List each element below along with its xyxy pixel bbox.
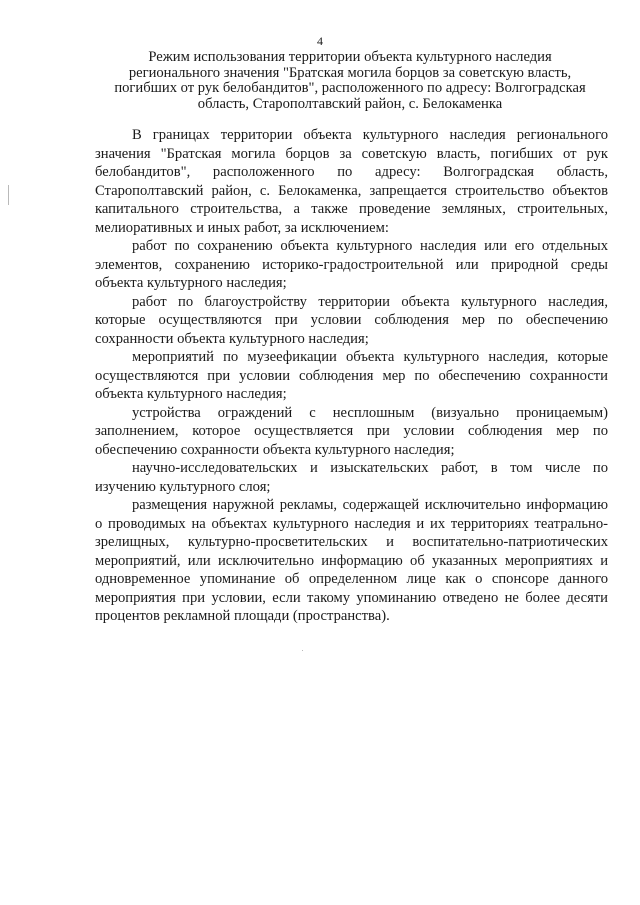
title-line: область, Старополтавский район, с. Белокаменка: [197, 95, 503, 112]
paragraph-item: научно-исследовательских и изыскательских работ, в том числе по изучению культурного слоя;: [95, 460, 608, 495]
document-title: [95, 50, 605, 112]
page-number: 4: [317, 34, 323, 48]
title-line: Режим использования территории объекта культурного наследия: [148, 49, 552, 65]
scan-artifact: [8, 185, 9, 205]
scan-artifact: [302, 650, 303, 651]
title-line: погибших от рук белобандитов", расположенного по адресу: Волгоградская: [114, 80, 586, 96]
document-body: [95, 126, 608, 626]
paragraph-item: устройства ограждений с несплошным (визуально проницаемым) заполнением, которое осуществляется при условии соблюдения мер по обеспечению сохранности объекта культурного наследия;: [95, 404, 608, 458]
title-line: регионального значения "Братская могила борцов за советскую власть,: [128, 64, 572, 81]
paragraph-item: работ по сохранению объекта культурного наследия или его отдельных элементов, сохранению историко-градостроительной или природной среды объекта культурного наследия;: [95, 238, 608, 291]
paragraph-item: размещения наружной рекламы, содержащей исключительно информацию о проводимых на объектах культурного наследия и их территориях театрально-зрелищных, культурно-просветительских и воспитательно-патриотических мероприятий, или исключительно информацию об указанных мероприятиях и одновременное упоминание об определенном лице как о спонсоре данного мероприятия при условии, если такому упоминанию отведено не более десяти процентов рекламной площади (пространства).: [95, 497, 608, 624]
paragraph-item: работ по благоустройству территории объекта культурного наследия, которые осуществляются при условии соблюдения мер по обеспечению сохранности объекта культурного наследия;: [95, 293, 608, 347]
paragraph-item: мероприятий по музеефикации объекта культурного наследия, которые осуществляются при условии соблюдения мер по обеспечению сохранности объекта культурного наследия;: [95, 349, 608, 402]
paragraph-intro: В границах территории объекта культурного наследия регионального значения "Братская могила борцов за советскую власть, погибших от рук белобандитов", расположенного по адресу: Волгоградская область, Старополтавский район, с. Белокаменка, запрещается строительство объектов капитального строительства, а также проведение земляных, строительных, мелиоративных и иных работ, за исключением:: [95, 127, 608, 236]
